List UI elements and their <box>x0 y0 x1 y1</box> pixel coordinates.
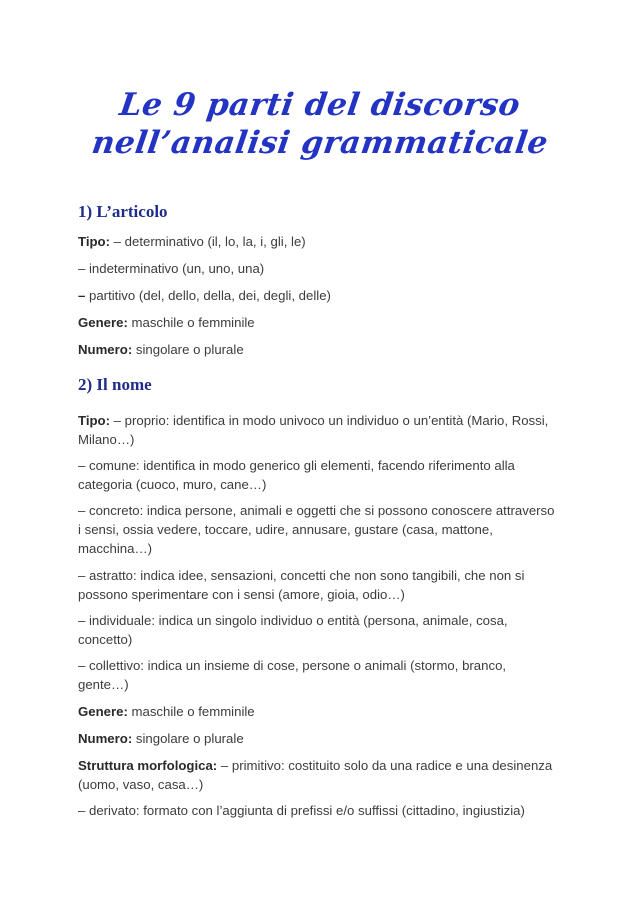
paragraph-text: – primitivo: costituito solo da una radice e una desinenza (uomo, vaso, casa…) <box>78 758 553 792</box>
paragraph-text: – indeterminativo (un, uno, una) <box>78 261 265 276</box>
paragraph-text: – determinativo (il, lo, la, i, gli, le) <box>109 234 306 249</box>
paragraph-text: – concreto: indica persone, animali e oggetti che si possono conoscere attraverso i sensi, ossia vedere, toccare, udire, annusare, gustare (casa, mattone, macchina…) <box>78 503 555 556</box>
paragraph-label: Genere: <box>78 704 128 719</box>
paragraph-text: maschile o femminile <box>127 704 255 719</box>
paragraph-text: – individuale: indica un singolo individuo o entità (persona, animale, cosa, concetto) <box>78 613 508 647</box>
paragraph-text: maschile o femminile <box>127 315 255 330</box>
paragraph <box>78 729 558 748</box>
paragraph-text: partitivo (del, dello, della, dei, degli, delle) <box>85 288 331 303</box>
paragraph <box>78 656 558 694</box>
paragraph <box>78 259 558 278</box>
paragraph <box>78 702 558 721</box>
paragraph-text: – comune: identifica in modo generico gli elementi, facendo riferimento alla categoria (cuoco, muro, cane…) <box>78 458 515 492</box>
title-line-1: Le 9 parti del discorso <box>117 87 523 123</box>
paragraph <box>78 286 558 305</box>
paragraph <box>78 611 558 649</box>
paragraph <box>78 340 558 359</box>
paragraph-label: Tipo: <box>78 234 110 249</box>
paragraph-label: Genere: <box>78 315 128 330</box>
paragraph-label: – <box>78 288 86 303</box>
paragraph-label: Tipo: <box>78 413 110 428</box>
document-title <box>0 86 640 162</box>
title-line-2: nell’analisi grammaticale <box>89 125 551 161</box>
section-heading-nome: 2) Il nome <box>78 375 152 394</box>
paragraph-text: singolare o plurale <box>132 342 244 357</box>
paragraph-text: – collettivo: indica un insieme di cose, persone o animali (stormo, branco, gente…) <box>78 658 507 692</box>
paragraph-label: Numero: <box>78 342 133 357</box>
paragraph-text: singolare o plurale <box>132 731 244 746</box>
paragraph-text: – astratto: indica idee, sensazioni, concetti che non sono tangibili, che non si possono sperimentare con i sensi (amore, gioia, odio…) <box>78 568 525 602</box>
paragraph-label: Numero: <box>78 731 133 746</box>
paragraph <box>78 456 558 494</box>
paragraph <box>78 411 558 449</box>
paragraph <box>78 756 558 794</box>
paragraph <box>78 801 558 820</box>
paragraph <box>78 566 558 604</box>
paragraph-text: – derivato: formato con l’aggiunta di prefissi e/o suffissi (cittadino, ingiustizia) <box>78 803 525 818</box>
paragraph <box>78 501 558 558</box>
paragraph <box>78 232 558 251</box>
section-heading-articolo: 1) L’articolo <box>78 202 168 221</box>
paragraph <box>78 313 558 332</box>
paragraph-text: – proprio: identifica in modo univoco un individuo o un’entità (Mario, Rossi, Milano…) <box>78 413 549 447</box>
paragraph-label: Struttura morfologica: <box>78 758 218 773</box>
